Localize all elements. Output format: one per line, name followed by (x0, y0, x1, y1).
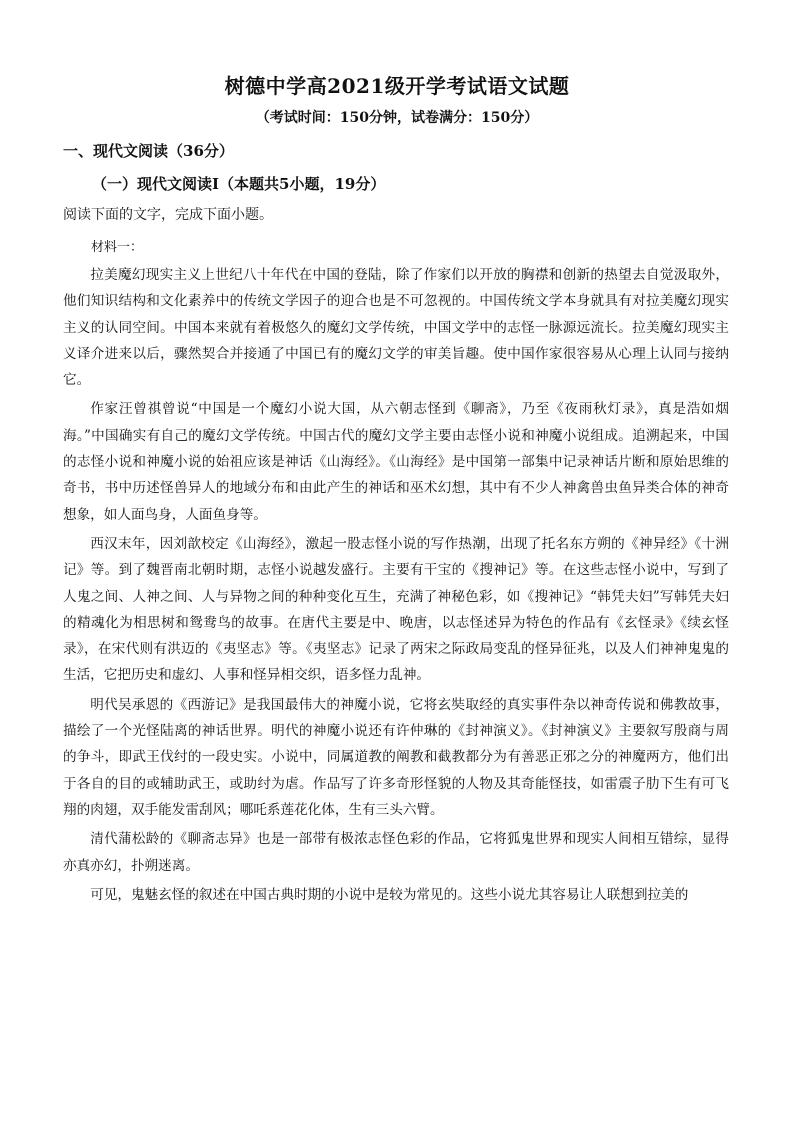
paragraph-2: 作家汪曾祺曾说“中国是一个魔幻小说大国，从六朝志怪到《聊斋》，乃至《夜雨秋灯录》，真是浩如烟海。”中国确实有自己的魔幻文学传统。中国古代的魔幻文学主要由志怪小说和神魔小说组成。追溯起来，中国的志怪小说和神魔小说的始祖应该是神话《山海经》。《山海经》是中国第一部集中记录神话片断和原始思维的奇书，书中历述怪兽异人的地域分布和由此产生的神话和巫术幻想，其中有不少人神禽兽虫鱼异类合体的神奇想象，如人面鸟身，人面鱼身等。 (63, 401, 729, 523)
paragraph-4: 明代吴承恩的《西游记》是我国最伟大的神魔小说，它将玄奘取经的真实事件杂以神奇传说和佛教故事，描绘了一个光怪陆离的神话世界。明代的神魔小说还有许仲琳的《封神演义》。《封神演义》主要叙写殷商与周的争斗，即武王伐纣的一段史实。小说中，同属道教的阐教和截教都分为有善恶正邪之分的神魔两方，他们出于各自的目的或辅助武王，或助纣为虐。作品写了许多奇形怪貌的人物及其奇能怪技，如雷震子肋下生有可飞翔的肉翅，双手能发雷刮风；哪吒系莲花化体，生有三头六臂。 (63, 696, 729, 818)
paragraph-5: 清代蒲松龄的《聊斋志异》也是一部带有极浓志怪色彩的作品，它将狐鬼世界和现实人间相互错综，显得亦真亦幻，扑朔迷离。 (63, 831, 729, 874)
paragraph-1: 拉美魔幻现实主义上世纪八十年代在中国的登陆，除了作家们以开放的胸襟和创新的热望去自觉汲取外，他们知识结构和文化素养中的传统文学因子的迎合也是不可忽视的。中国传统文学本身就具有对拉美魔幻现实主义的认同空间。中国本来就有着极悠久的魔幻文学传统，中国文学中的志怪一脉源远流长。拉美魔幻现实主义译介进来以后，骤然契合并接通了中国已有的魔幻文学的审美旨趣。使中国作家很容易从心理上认同与接纳它。 (63, 267, 729, 389)
exam-title: 树德中学高2021级开学考试语文试题 (224, 74, 570, 98)
exam-subtitle: （考试时间：150分钟，试卷满分：150分） (255, 110, 539, 126)
section-subheading: （一）现代文阅读Ⅰ（本题共5小题，19分） (92, 175, 386, 193)
material-label: 材料一： (91, 240, 144, 255)
material-body (63, 262, 729, 911)
paragraph-6: 可见，鬼魅玄怪的叙述在中国古典时期的小说中是较为常见的。这些小说尤其容易让人联想到拉美的 (90, 886, 689, 903)
paragraph-3: 西汉末年，因刘歆校定《山海经》，激起一股志怪小说的写作热潮，出现了托名东方朔的《神异经》《十洲记》等。到了魏晋南北朝时期，志怪小说越发盛行。主要有干宝的《搜神记》等。在这些志怪小说中，写到了人鬼之间、人神之间、人与异物之间的种种变化互生，充满了神秘色彩，如《搜神记》“韩凭夫妇”写韩凭夫妇的精魂化为相思树和鸳鸯鸟的故事。在唐代主要是中、晚唐，以志怪述异为特色的作品有《玄怪录》《续玄怪录》，在宋代则有洪迈的《夷坚志》等。《夷坚志》记录了两宋之际政局变乱的怪异征兆，以及人们神神鬼鬼的生活，它把历史和虚幻、人事和怪异相交织，语多怪力乱神。 (63, 535, 729, 684)
reading-instruction: 阅读下面的文字，完成下面小题。 (63, 207, 273, 223)
section-heading: 一、现代文阅读（36分） (63, 142, 234, 160)
